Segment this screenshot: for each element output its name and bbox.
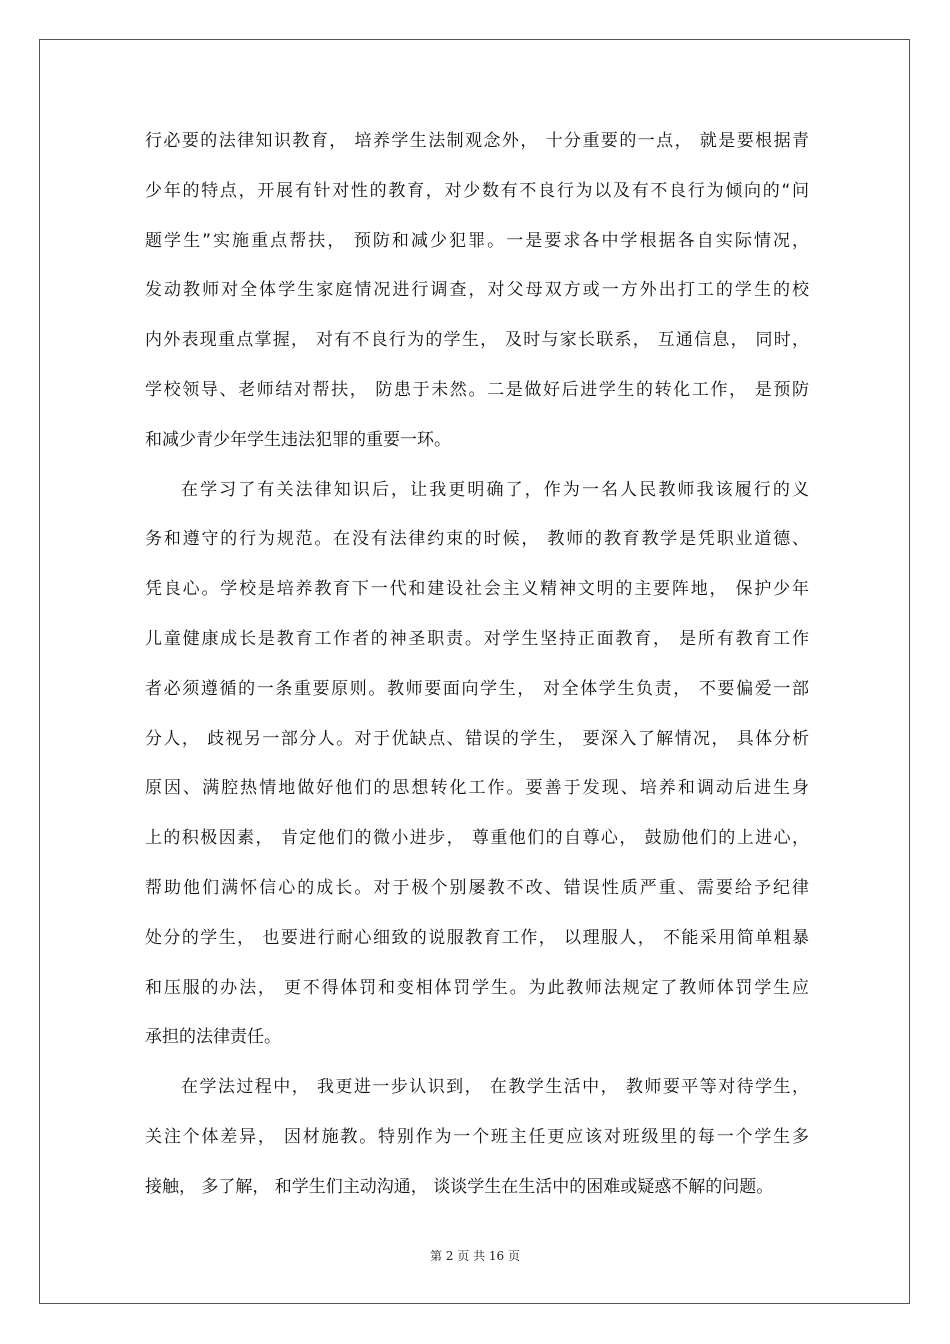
text-line: 少年的特点，开展有针对性的教育，对少数有不良行为以及有不良行为倾向的“问 [145, 180, 809, 201]
text-line: 帮助他们满怀信心的成长。对于极个别屡教不改、错误性质严重、需要给予纪律 [145, 877, 809, 898]
text-line: 和压服的办法， 更不得体罚和变相体罚学生。为此教师法规定了教师体罚学生应 [145, 977, 809, 998]
text-line: 务和遵守的行为规范。在没有法律约束的时候， 教师的教育教学是凭职业道德、 [145, 529, 809, 550]
text-line: 关注个体差异， 因材施教。特别作为一个班主任更应该对班级里的每一个学生多 [145, 1126, 809, 1147]
footer-middle: 页 共 [457, 1249, 486, 1263]
footer-total-pages: 16 [488, 1249, 505, 1263]
text-line: 上的积极因素， 肯定他们的微小进步， 尊重他们的自尊心， 鼓励他们的上进心， [145, 828, 809, 849]
text-line: 内外表现重点掌握， 对有不良行为的学生， 及时与家长联系， 互通信息， 同时， [145, 330, 809, 351]
text-line: 题学生”实施重点帮扶， 预防和减少犯罪。一是要求各中学根据各自实际情况， [145, 230, 809, 251]
text-line: 在学法过程中， 我更进一步认识到， 在教学生活中， 教师要平等对待学生， [181, 1077, 809, 1098]
document-body [145, 117, 809, 1213]
text-line: 接触， 多了解， 和学生们主动沟通， 谈谈学生在生活中的困难或疑惑不解的问题。 [145, 1176, 774, 1197]
text-line: 发动教师对全体学生家庭情况进行调查，对父母双方或一方外出打工的学生的校 [145, 280, 809, 301]
text-line: 凭良心。学校是培养教育下一代和建设社会主义精神文明的主要阵地， 保护少年 [145, 579, 809, 600]
text-line: 学校领导、老师结对帮扶， 防患于未然。二是做好后进学生的转化工作， 是预防 [145, 379, 809, 400]
paragraph-1 [145, 117, 809, 466]
text-line: 行必要的法律知识教育， 培养学生法制观念外， 十分重要的一点， 就是要根据青 [145, 131, 809, 151]
paragraph-2 [145, 466, 809, 1064]
text-line: 儿童健康成长是教育工作者的神圣职责。对学生坚持正面教育， 是所有教育工作 [145, 628, 809, 649]
footer-suffix: 页 [508, 1249, 521, 1263]
footer-current-page: 2 [445, 1249, 454, 1263]
text-line: 处分的学生， 也要进行耐心细致的说服教育工作， 以理服人， 不能采用简单粗暴 [145, 927, 809, 948]
page-footer [0, 1247, 950, 1264]
footer-prefix: 第 [429, 1249, 442, 1263]
paragraph-3 [145, 1063, 809, 1212]
text-line: 原因、满腔热情地做好他们的思想转化工作。要善于发现、培养和调动后进生身 [145, 778, 809, 799]
text-line: 和减少青少年学生违法犯罪的重要一环。 [145, 429, 451, 450]
text-line: 在学习了有关法律知识后，让我更明确了，作为一名人民教师我该履行的义 [181, 479, 809, 500]
text-line: 承担的法律责任。 [145, 1027, 281, 1048]
text-line: 者必须遵循的一条重要原则。教师要面向学生， 对全体学生负责， 不要偏爱一部 [145, 678, 809, 699]
text-line: 分人， 歧视另一部分人。对于优缺点、错误的学生， 要深入了解情况， 具体分析 [145, 728, 809, 749]
